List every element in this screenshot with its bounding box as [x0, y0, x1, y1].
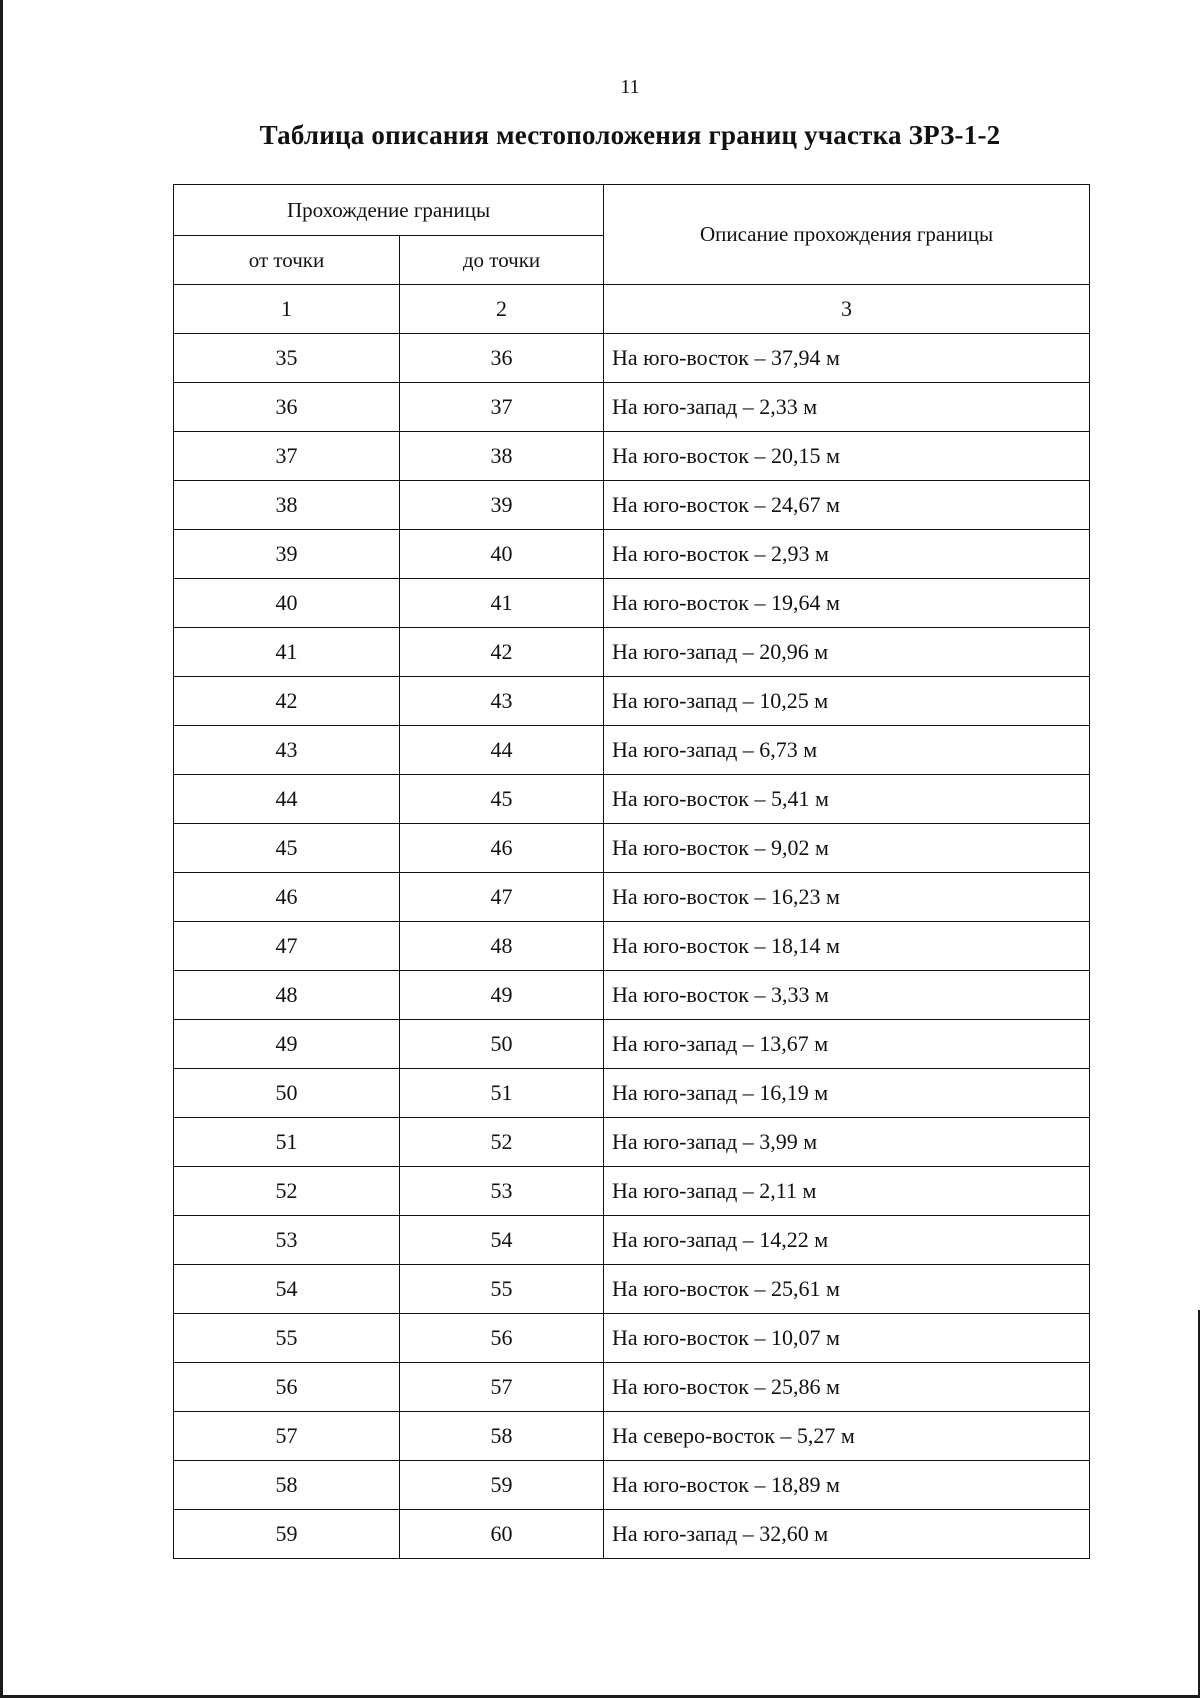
table-row: [174, 1314, 1090, 1363]
from-point-cell: 45: [174, 824, 400, 873]
to-point-cell: 36: [400, 334, 604, 383]
table-row: [174, 1363, 1090, 1412]
to-point-cell: 50: [400, 1020, 604, 1069]
table-row: [174, 628, 1090, 677]
column-number: 2: [400, 285, 604, 334]
table-row: [174, 1510, 1090, 1559]
table-row: [174, 1412, 1090, 1461]
from-point-cell: 56: [174, 1363, 400, 1412]
table-row: [174, 1020, 1090, 1069]
description-cell: На юго-восток – 37,94 м: [604, 334, 1090, 383]
to-point-cell: 48: [400, 922, 604, 971]
to-point-cell: 46: [400, 824, 604, 873]
column-number: 1: [174, 285, 400, 334]
document-title: Таблица описания местоположения границ участка ЗРЗ-1-2: [259, 120, 1001, 150]
to-point-cell: 37: [400, 383, 604, 432]
to-point-cell: 39: [400, 481, 604, 530]
table-row: [174, 1265, 1090, 1314]
from-point-cell: 36: [174, 383, 400, 432]
description-cell: На юго-запад – 3,99 м: [604, 1118, 1090, 1167]
to-point-cell: 56: [400, 1314, 604, 1363]
from-point-cell: 38: [174, 481, 400, 530]
table-row: [174, 824, 1090, 873]
from-point-cell: 54: [174, 1265, 400, 1314]
table-row: [174, 1216, 1090, 1265]
from-point-cell: 43: [174, 726, 400, 775]
table-row: [174, 383, 1090, 432]
from-point-cell: 58: [174, 1461, 400, 1510]
to-point-cell: 41: [400, 579, 604, 628]
description-cell: На юго-запад – 13,67 м: [604, 1020, 1090, 1069]
to-point-cell: 52: [400, 1118, 604, 1167]
to-point-cell: 38: [400, 432, 604, 481]
description-cell: На юго-восток – 19,64 м: [604, 579, 1090, 628]
description-cell: На юго-запад – 14,22 м: [604, 1216, 1090, 1265]
description-cell: На юго-восток – 5,41 м: [604, 775, 1090, 824]
description-cell: На юго-восток – 16,23 м: [604, 873, 1090, 922]
description-cell: На юго-восток – 18,14 м: [604, 922, 1090, 971]
description-cell: На юго-восток – 25,61 м: [604, 1265, 1090, 1314]
header-from-point: от точки: [174, 236, 400, 285]
description-cell: На северо-восток – 5,27 м: [604, 1412, 1090, 1461]
from-point-cell: 37: [174, 432, 400, 481]
to-point-cell: 57: [400, 1363, 604, 1412]
description-cell: На юго-запад – 10,25 м: [604, 677, 1090, 726]
to-point-cell: 55: [400, 1265, 604, 1314]
description-cell: На юго-запад – 6,73 м: [604, 726, 1090, 775]
table-row: [174, 530, 1090, 579]
description-cell: На юго-восток – 3,33 м: [604, 971, 1090, 1020]
to-point-cell: 47: [400, 873, 604, 922]
from-point-cell: 51: [174, 1118, 400, 1167]
from-point-cell: 57: [174, 1412, 400, 1461]
table-body: [174, 285, 1090, 1559]
description-cell: На юго-восток – 2,93 м: [604, 530, 1090, 579]
from-point-cell: 55: [174, 1314, 400, 1363]
from-point-cell: 44: [174, 775, 400, 824]
to-point-cell: 59: [400, 1461, 604, 1510]
table-row: [174, 579, 1090, 628]
table-row: [174, 1461, 1090, 1510]
to-point-cell: 44: [400, 726, 604, 775]
description-cell: На юго-запад – 2,33 м: [604, 383, 1090, 432]
description-cell: На юго-запад – 20,96 м: [604, 628, 1090, 677]
table-row: [174, 1069, 1090, 1118]
from-point-cell: 46: [174, 873, 400, 922]
table-row: [174, 726, 1090, 775]
table-row: [174, 334, 1090, 383]
table-row: [174, 775, 1090, 824]
to-point-cell: 45: [400, 775, 604, 824]
from-point-cell: 42: [174, 677, 400, 726]
column-number: 3: [604, 285, 1090, 334]
scan-edge-left: [0, 0, 3, 1698]
table-row: [174, 432, 1090, 481]
table-row: [174, 922, 1090, 971]
to-point-cell: 49: [400, 971, 604, 1020]
from-point-cell: 48: [174, 971, 400, 1020]
description-cell: На юго-запад – 16,19 м: [604, 1069, 1090, 1118]
from-point-cell: 50: [174, 1069, 400, 1118]
header-to-point: до точки: [400, 236, 604, 285]
from-point-cell: 41: [174, 628, 400, 677]
description-cell: На юго-восток – 18,89 м: [604, 1461, 1090, 1510]
to-point-cell: 54: [400, 1216, 604, 1265]
to-point-cell: 40: [400, 530, 604, 579]
from-point-cell: 47: [174, 922, 400, 971]
to-point-cell: 58: [400, 1412, 604, 1461]
header-boundary-passage: Прохождение границы: [174, 185, 604, 236]
header-description: Описание прохождения границы: [604, 185, 1090, 285]
table-row: [174, 677, 1090, 726]
from-point-cell: 40: [174, 579, 400, 628]
description-cell: На юго-запад – 2,11 м: [604, 1167, 1090, 1216]
table-row: [174, 873, 1090, 922]
to-point-cell: 60: [400, 1510, 604, 1559]
table-row: [174, 971, 1090, 1020]
from-point-cell: 52: [174, 1167, 400, 1216]
column-number-row: [174, 285, 1090, 334]
from-point-cell: 35: [174, 334, 400, 383]
description-cell: На юго-восток – 10,07 м: [604, 1314, 1090, 1363]
to-point-cell: 43: [400, 677, 604, 726]
to-point-cell: 51: [400, 1069, 604, 1118]
description-cell: На юго-восток – 9,02 м: [604, 824, 1090, 873]
description-cell: На юго-запад – 32,60 м: [604, 1510, 1090, 1559]
table-row: [174, 1118, 1090, 1167]
from-point-cell: 49: [174, 1020, 400, 1069]
to-point-cell: 42: [400, 628, 604, 677]
description-cell: На юго-восток – 20,15 м: [604, 432, 1090, 481]
from-point-cell: 39: [174, 530, 400, 579]
from-point-cell: 53: [174, 1216, 400, 1265]
table-row: [174, 481, 1090, 530]
table-row: [174, 1167, 1090, 1216]
boundary-table: [173, 184, 1090, 1559]
description-cell: На юго-восток – 25,86 м: [604, 1363, 1090, 1412]
to-point-cell: 53: [400, 1167, 604, 1216]
description-cell: На юго-восток – 24,67 м: [604, 481, 1090, 530]
page-number: 11: [620, 76, 640, 98]
from-point-cell: 59: [174, 1510, 400, 1559]
